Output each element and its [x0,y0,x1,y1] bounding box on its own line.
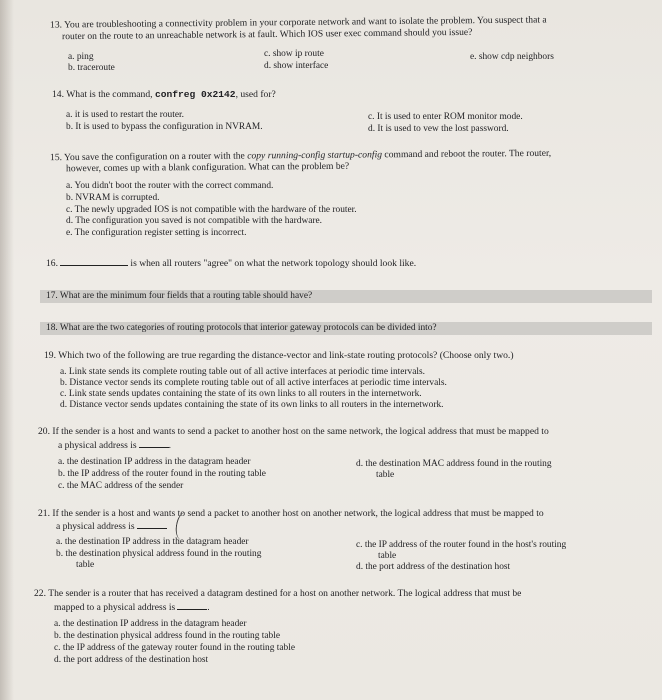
q20-answer-blank [139,438,169,448]
q13-stem-line2: router on the route to an unreachable network is at fault. Which IOS user exec command should you issue? [61,26,473,43]
q17-question-bar [40,290,652,303]
q16-text: is when all routers "agree" on what the network topology should look like. [130,258,417,269]
q18-question-bar [40,322,652,335]
q20-option-d-line2: table [376,470,395,480]
q15-line1-prefix: 15. You save the configuration on a router with the [49,150,245,164]
q21-answer-blank [137,519,167,529]
q15-option-c: c. The newly upgraded IOS is not compatible with the hardware of the router. [66,205,357,215]
q13-option-e: e. show cdp neighbors [470,52,554,62]
q21-option-a: a. the destination IP address in the datagram header [56,537,249,547]
q22-line2-end: . [207,602,210,613]
q19-option-a: a. Link state sends its complete routing table out of all active interfaces at periodic time intervals. [60,367,425,377]
q20-stem-line1: 20. If the sender is a host and wants to send a packet to another host on the same network, the logical address that must be mapped to [38,426,549,437]
q14-stem [52,89,276,101]
q20-line2-text: a physical address is [58,440,137,451]
q20-stem-line2 [58,438,171,452]
q20-option-d-line1: d. the destination MAC address found in the routing [356,459,552,469]
q21-option-c-line2: table [378,551,397,561]
q13-option-b: b. traceroute [68,63,115,73]
q14-option-c: c. It is used to enter ROM monitor mode. [368,112,523,122]
q14-option-b: b. It is used to bypass the configuration in NVRAM. [66,122,263,132]
q18-text: 18. What are the two categories of routing protocols that interior gateway protocols can be divided into? [46,323,437,333]
q14-option-a: a. it is used to restart the router. [66,110,184,120]
q15-option-e: e. The configuration register setting is incorrect. [66,228,247,238]
q22-option-c: c. the IP address of the gateway router found in the routing table [54,643,295,653]
q14-command: confreg 0x2142 [154,89,236,100]
q17-text: 17. What are the minimum four fields that a routing table should have? [46,291,313,301]
q21-option-b-line2: table [76,560,95,570]
page-edge-shadow [0,0,14,700]
q16-question [46,256,416,270]
q14-suffix: , used for? [235,89,276,100]
q21-line2-text: a physical address is [56,521,135,532]
q15-stem-line2: however, comes up with a blank configuration. What can the problem be? [65,160,350,175]
q19-option-b: b. Distance vector sends its complete routing table out of all active interfaces at periodic time intervals. [60,378,447,388]
q22-answer-blank [177,600,207,610]
q20-line2-end: . [168,440,172,451]
q16-number: 16. [46,258,58,269]
q21-option-d: d. the port address of the destination host [356,562,511,572]
q15-option-b: b. NVRAM is corrupted. [66,193,160,203]
q22-line2-text: mapped to a physical address is [54,602,176,613]
q15-option-d: d. The configuration you saved is not compatible with the hardware. [66,216,323,226]
q22-option-b: b. the destination physical address found in the routing table [54,631,280,641]
q14-prefix: 14. What is the command, [52,89,153,100]
q21-option-b-line1: b. the destination physical address found in the routing [56,549,262,559]
q21-stem-line1: 21. If the sender is a host and wants to send a packet to another host on another network, the logical address that must be mapped to [38,508,544,519]
q13-option-c: c. show ip route [264,49,324,59]
q13-option-a: a. ping [68,52,94,62]
q15-line1-command: copy running-config startup-config [247,149,383,162]
q22-stem-line1: 22. The sender is a router that has received a datagram destined for a host on another network. The logical address that must be [34,588,522,599]
q21-stem-line2 [56,519,167,533]
q19-stem: 19. Which two of the following are true regarding the distance-vector and link-state routing protocols? (Choose only two.) [44,350,514,361]
q20-option-a: a. the destination IP address in the datagram header [58,457,251,467]
q15-line1-suffix: command and reboot the router. The router, [384,147,552,161]
q16-answer-blank [60,256,128,266]
q15-option-a: a. You didn't boot the router with the correct command. [66,181,274,191]
q14-option-d: d. It is used to vew the lost password. [368,124,509,134]
q19-option-d: d. Distance vector sends updates containing the state of its own links to all routers in the internetwork. [60,400,444,410]
q13-option-d: d. show interface [264,61,329,71]
q19-option-c: c. Link state sends updates containing the state of its own links to all routers in the internetwork. [60,389,422,399]
q21-option-c-line1: c. the IP address of the router found in the host's routing [356,540,567,550]
q22-option-d: d. the port address of the destination host [54,655,209,665]
q13-stem-line1: 13. You are troubleshooting a connectivity problem in your corporate network and want to isolate the problem. You suspect that a [49,14,547,31]
q20-option-b: b. the IP address of the router found in the routing table [58,469,266,479]
q20-option-c: c. the MAC address of the sender [58,481,184,491]
q22-option-a: a. the destination IP address in the datagram header [54,619,247,629]
q22-stem-line2 [54,600,210,614]
